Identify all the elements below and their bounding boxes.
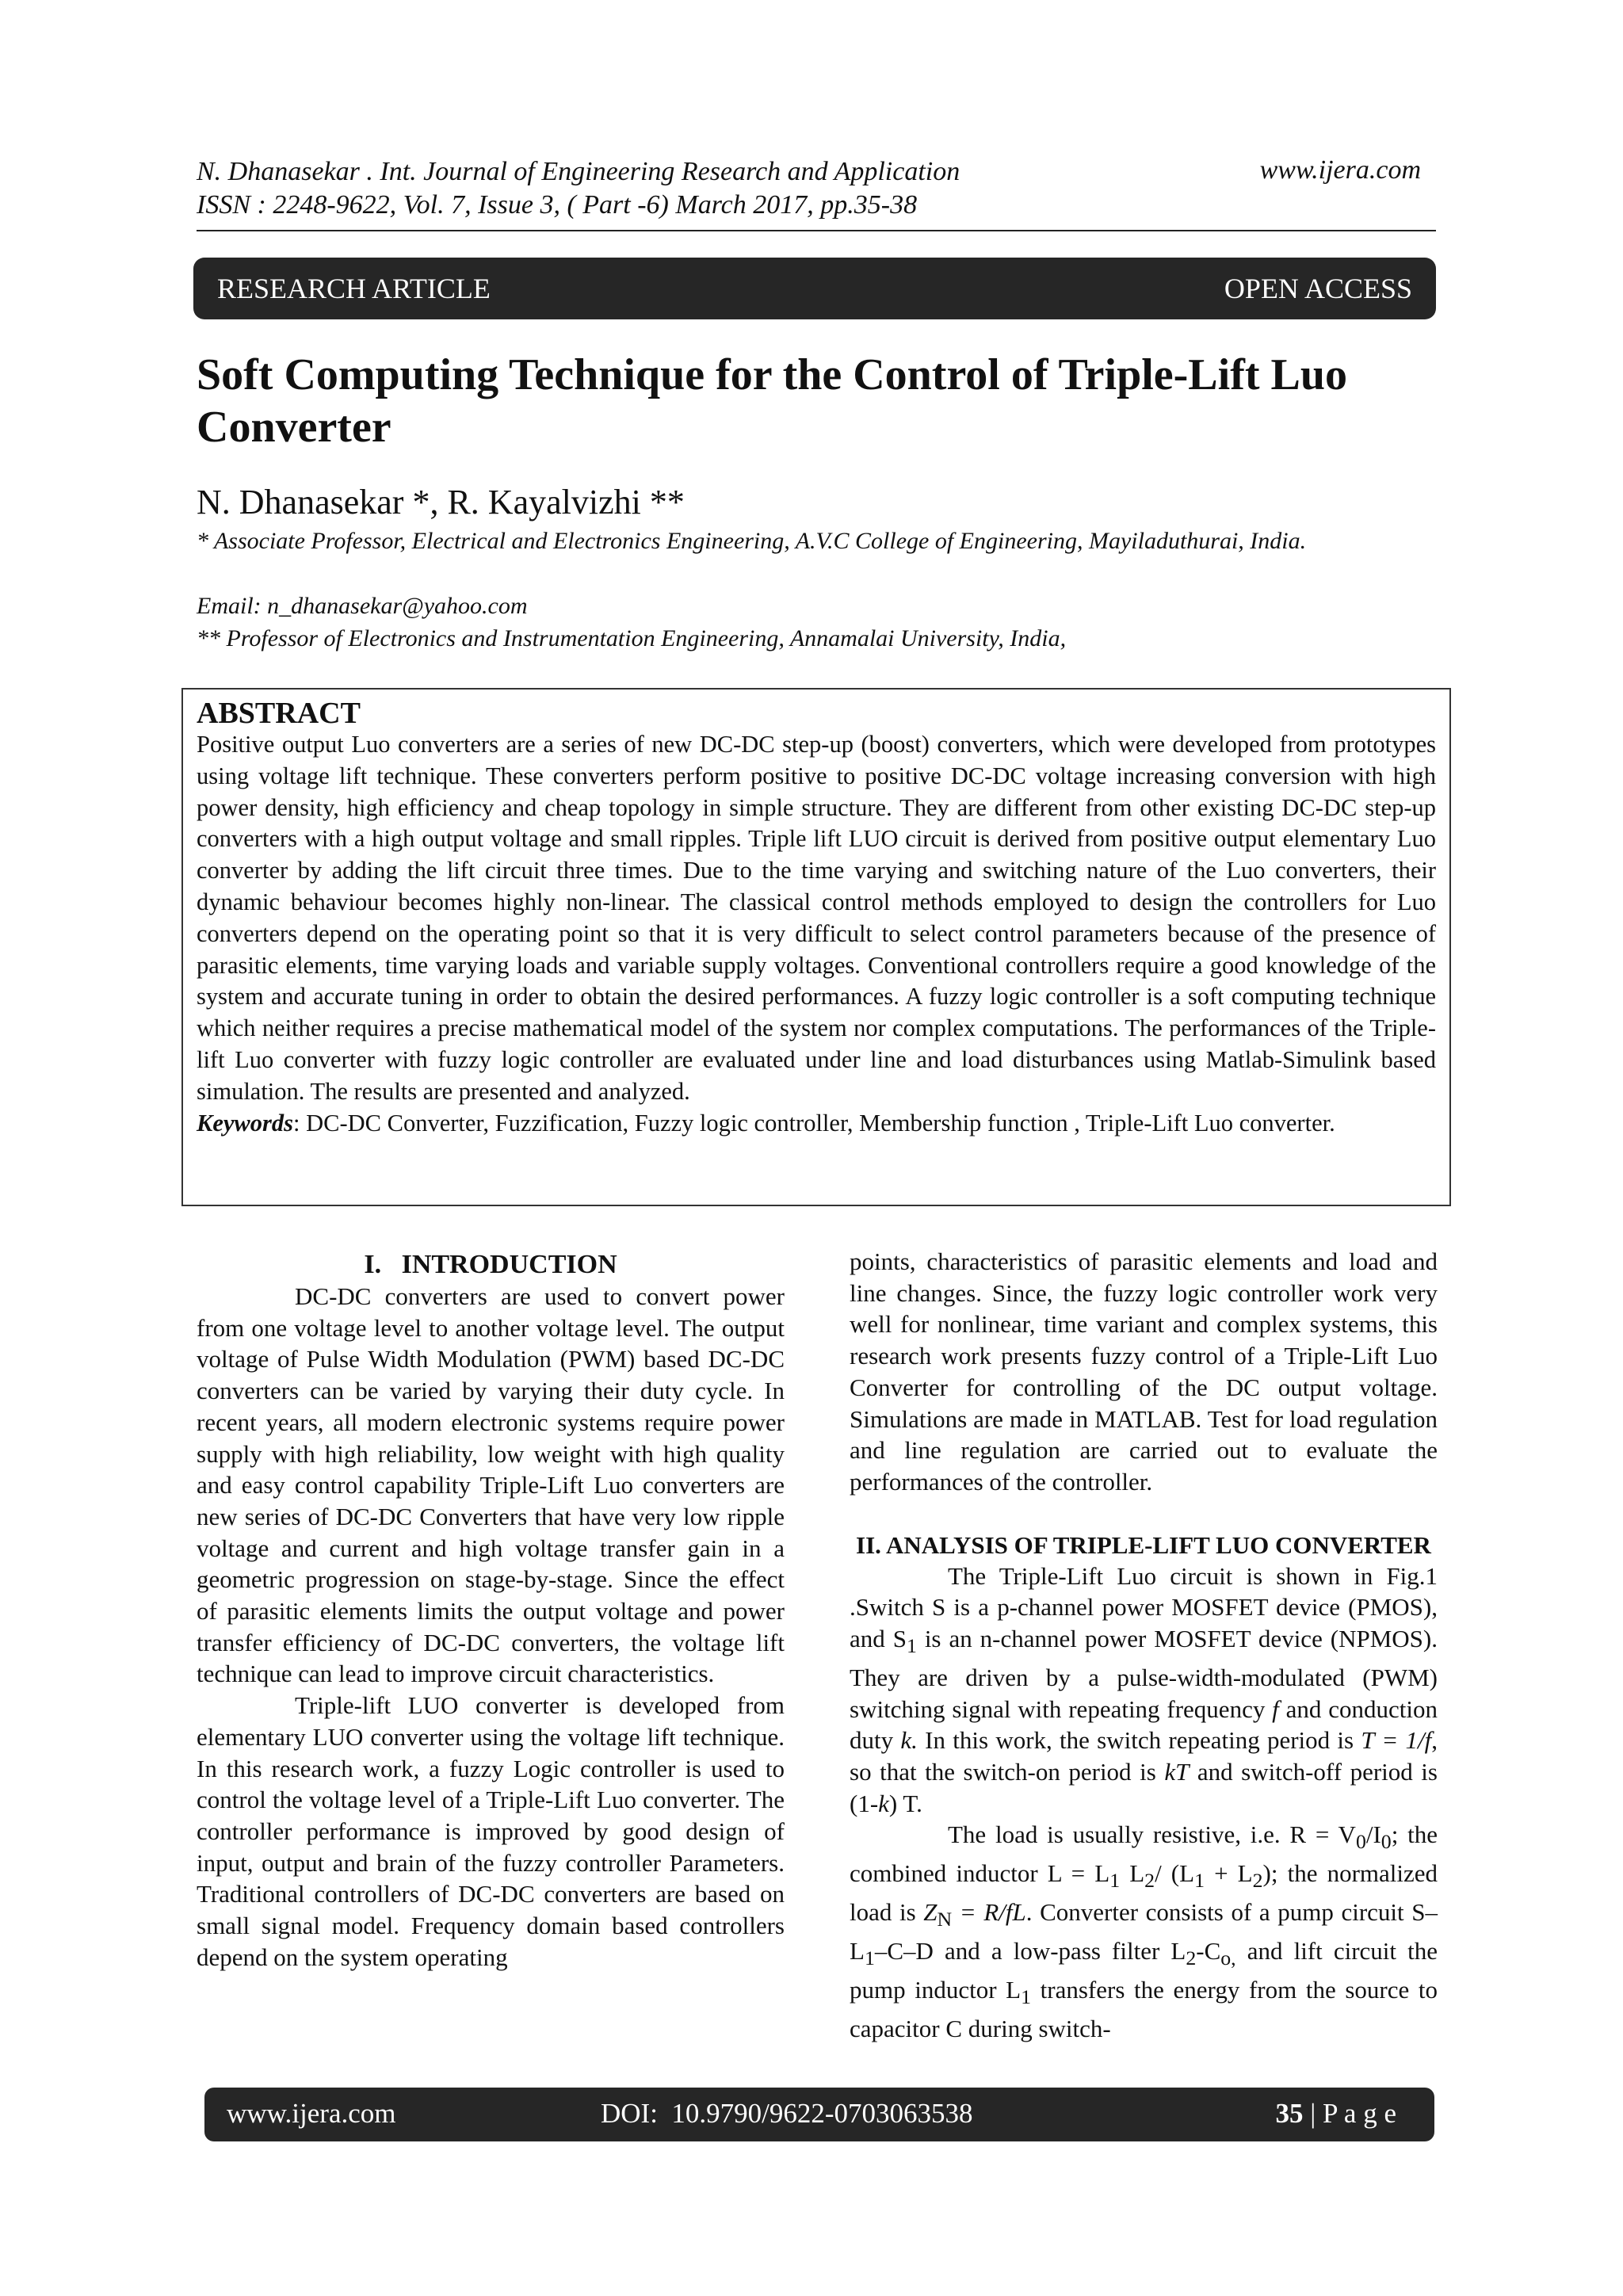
research-article-label: RESEARCH ARTICLE — [217, 273, 491, 304]
page-number: 35 | P a g e — [1275, 2098, 1396, 2129]
abstract-body — [197, 729, 1436, 1139]
intro-paragraph-2: Triple-lift LUO converter is developed from elementary LUO converter using the voltage lift technique. In this research work, a fuzzy Logic controller is used to control the voltage level of a Triple-Lift Luo converter. The controller performance is improved by good design of input, output and brain of the fuzzy controller Parameters. Traditional controllers of DC-DC converters are based on small signal model. Frequency domain based controllers depend on the system operating — [197, 1691, 785, 1971]
footer-url[interactable]: www.ijera.com — [227, 2098, 396, 2129]
page-footer — [204, 2088, 1434, 2141]
introduction-heading: I. INTRODUCTION — [364, 1250, 617, 1279]
header-divider — [197, 230, 1436, 231]
author-list: N. Dhanasekar *, R. Kayalvizhi ** — [197, 483, 685, 521]
left-column — [197, 1249, 785, 1973]
citation-line-2: ISSN : 2248-9622, Vol. 7, Issue 3, ( Part -6) March 2017, pp.35-38 — [197, 190, 918, 220]
affiliation-2: ** Professor of Electronics and Instrumentation Engineering, Annamalai University, India, — [197, 625, 1067, 651]
affiliation-1: * Associate Professor, Electrical and Electronics Engineering, A.V.C College of Engineering, Mayiladuthurai, India. — [197, 528, 1307, 554]
analysis-paragraph-1: The Triple-Lift Luo circuit is shown in Fig.1 .Switch S is a p-channel power MOSFET device (PMOS), and $S_1$ is an n-channel power MOSFET device (NPMOS). They are driven by a pulse-width-modulated (PWM) switching signal with repeating frequency f and conduction duty k. In this work, the switch repeating period is T = 1/f, so that the switch-on period is kT and switch-off period is (1-k) T. — [850, 1561, 1438, 1817]
footer-doi[interactable]: DOI: 10.9790/9622-0703063538 — [601, 2098, 973, 2129]
paper-title: Soft Computing Technique for the Control of Triple-Lift Luo Converter — [197, 350, 1348, 452]
keywords-label: Keywords — [197, 1109, 293, 1137]
journal-url[interactable]: www.ijera.com — [1259, 155, 1421, 185]
analysis-paragraph-2: The load is usually resistive, i.e. $R = V_0/I_0$; the combined inductor $L = L_1$ $L_2/$ $(L_1 + L_2)$; the normalized load is $Z_N = R/fL$. Converter consists of a pump circuit $S-L_1-C-D$ and a low-pass filter $L_2-C_{o,}$ and lift circuit the pump inductor $L_1$ transfers the energy from the source to capacitor C during switch- — [850, 1820, 1438, 2042]
keywords-list: : DC-DC Converter, Fuzzification, Fuzzy logic controller, Membership function , Triple-Lift Luo converter. — [293, 1109, 1335, 1137]
intro-paragraph-1: DC-DC converters are used to convert power from one voltage level to another voltage level. The output voltage of Pulse Width Modulation (PWM) based DC-DC converters can be varied by varying their duty cycle. In recent years, all modern electronic systems require power supply with high reliability, low weight with high quality and easy control capability Triple-Lift Luo converters are new series of DC-DC Converters that have very low ripple voltage and current and high voltage transfer gain in a geometric progression on stage-by-stage. Since the effect of parasitic elements limits the output voltage and power transfer efficiency of DC-DC converters, the voltage lift technique can lead to improve circuit characteristics. — [197, 1282, 785, 1688]
analysis-heading: II. ANALYSIS OF TRIPLE-LIFT LUO CONVERTER — [856, 1530, 1431, 1559]
section-gap — [850, 1498, 1438, 1530]
abstract-text: Positive output Luo converters are a series of new DC-DC step-up (boost) converters, which were developed from prototypes using voltage lift technique. These converters perform positive to positive DC-DC voltage increasing conversion with high power density, high efficiency and cheap topology in simple structure. They are different from other existing DC-DC step-up converters with a high output voltage and small ripples. Triple lift LUO circuit is derived from positive output elementary Luo converter by adding the lift circuit three times. Due to the time varying and switching nature of the Luo converters, their dynamic behaviour becomes highly non-linear. The classical control methods employed to design the controllers for Luo converters depend on the operating point so that it is very difficult to select control parameters because of the presence of parasitic elements, time varying loads and variable supply voltages. Conventional controllers require a good knowledge of the system and accurate tuning in order to obtain the desired performances. A fuzzy logic controller is a soft computing technique which neither requires a precise mathematical model of the system nor complex computations. The performances of the Triple-lift Luo converter with fuzzy logic controller are evaluated under line and load disturbances using Matlab-Simulink based simulation. The results are presented and analyzed. — [197, 731, 1436, 1105]
abstract-heading: ABSTRACT — [197, 697, 361, 730]
article-banner — [193, 258, 1436, 319]
right-column — [850, 1246, 1438, 2045]
intro-paragraph-3: points, characteristics of parasitic elements and load and line changes. Since, the fuzzy logic controller work very well for nonlinear, time variant and complex systems, this research work presents fuzzy control of a Triple-Lift Luo Converter for controlling of the DC output voltage. Simulations are made in MATLAB. Test for load regulation and line regulation are carried out to evaluate the performances of the controller. — [850, 1247, 1438, 1496]
open-access-label: OPEN ACCESS — [1224, 273, 1412, 304]
citation-line-1: N. Dhanasekar . Int. Journal of Engineering Research and Application — [197, 157, 960, 186]
author-email[interactable]: Email: n_dhanasekar@yahoo.com — [197, 593, 528, 619]
